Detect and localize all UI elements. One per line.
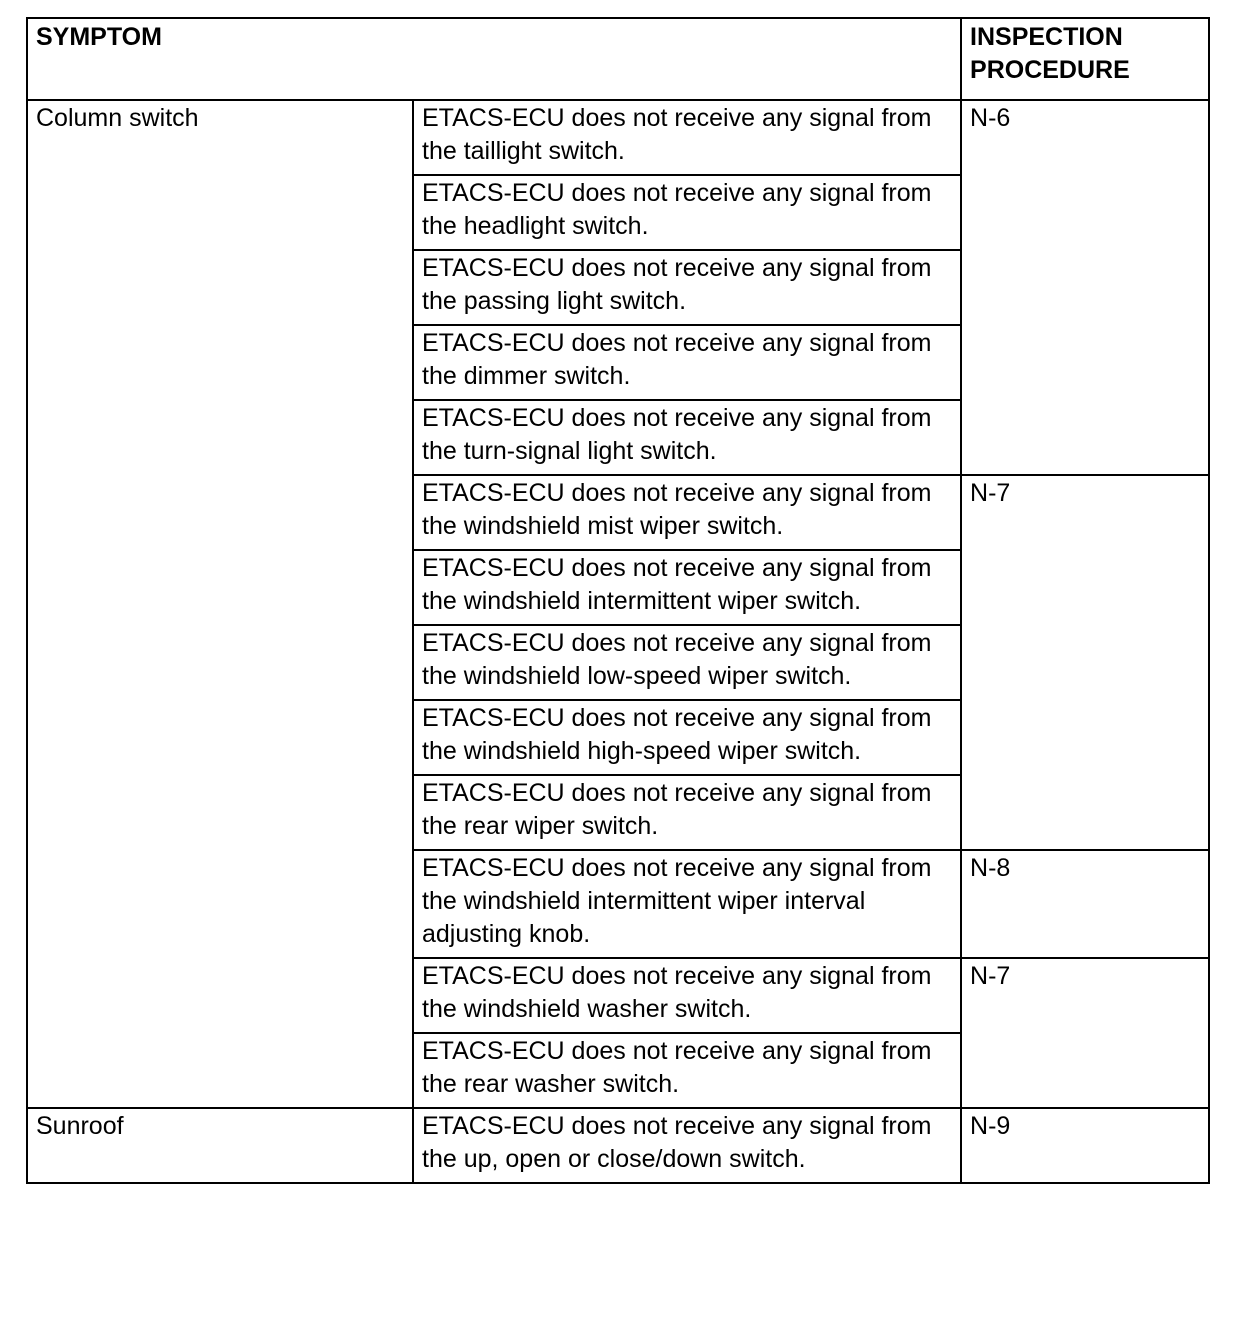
description-cell: ETACS-ECU does not receive any signal from the passing light switch. bbox=[413, 250, 961, 325]
description-cell: ETACS-ECU does not receive any signal from the up, open or close/down switch. bbox=[413, 1108, 961, 1183]
table-header-row bbox=[27, 18, 1209, 100]
symptom-cell-column-switch: Column switch bbox=[27, 100, 413, 1108]
procedure-cell: N-8 bbox=[961, 850, 1209, 958]
inspection-procedure-header: INSPECTION PROCEDURE bbox=[961, 18, 1209, 100]
description-cell: ETACS-ECU does not receive any signal from the rear wiper switch. bbox=[413, 775, 961, 850]
symptom-cell-sunroof: Sunroof bbox=[27, 1108, 413, 1183]
description-cell: ETACS-ECU does not receive any signal from the taillight switch. bbox=[413, 100, 961, 175]
symptom-table bbox=[26, 17, 1210, 1184]
description-cell: ETACS-ECU does not receive any signal from the turn-signal light switch. bbox=[413, 400, 961, 475]
table-row bbox=[27, 100, 1209, 175]
description-cell: ETACS-ECU does not receive any signal from the windshield low-speed wiper switch. bbox=[413, 625, 961, 700]
description-cell: ETACS-ECU does not receive any signal from the windshield intermittent wiper interval adjusting knob. bbox=[413, 850, 961, 958]
procedure-cell: N-7 bbox=[961, 475, 1209, 850]
table-row bbox=[27, 1108, 1209, 1183]
description-cell: ETACS-ECU does not receive any signal from the dimmer switch. bbox=[413, 325, 961, 400]
description-cell: ETACS-ECU does not receive any signal from the windshield mist wiper switch. bbox=[413, 475, 961, 550]
description-cell: ETACS-ECU does not receive any signal from the windshield high-speed wiper switch. bbox=[413, 700, 961, 775]
description-cell: ETACS-ECU does not receive any signal from the windshield washer switch. bbox=[413, 958, 961, 1033]
procedure-cell: N-6 bbox=[961, 100, 1209, 475]
description-cell: ETACS-ECU does not receive any signal from the rear washer switch. bbox=[413, 1033, 961, 1108]
procedure-cell: N-7 bbox=[961, 958, 1209, 1108]
procedure-cell: N-9 bbox=[961, 1108, 1209, 1183]
symptom-header: SYMPTOM bbox=[27, 18, 961, 100]
description-cell: ETACS-ECU does not receive any signal from the headlight switch. bbox=[413, 175, 961, 250]
description-cell: ETACS-ECU does not receive any signal from the windshield intermittent wiper switch. bbox=[413, 550, 961, 625]
